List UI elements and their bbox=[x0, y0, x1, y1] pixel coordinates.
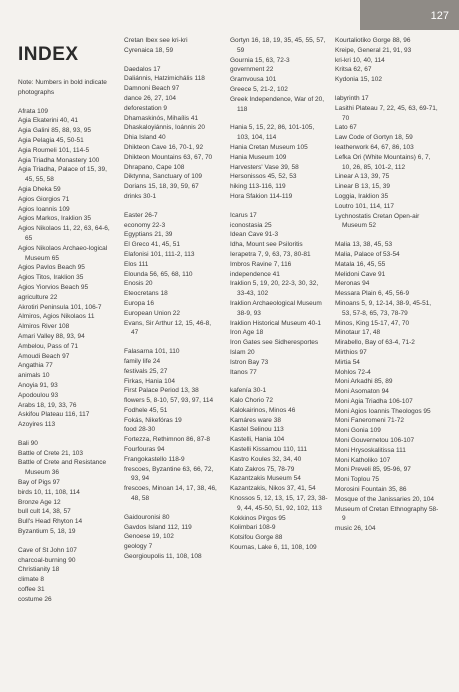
index-entry: dance 26, 27, 104 bbox=[124, 94, 177, 102]
index-entry: Hora Sfakion 114-119 bbox=[230, 192, 293, 200]
index-column-1 bbox=[18, 36, 110, 605]
index-entry: Cave of St John 107 bbox=[18, 546, 77, 554]
index-entry: Diktynna, Sanctuary of 109 bbox=[124, 173, 203, 181]
index-entry: costume 26 bbox=[18, 595, 52, 603]
index-entry: Agia Ekaterini 40, 41 bbox=[18, 117, 78, 125]
index-entry: deforestation 9 bbox=[124, 104, 168, 112]
index-entry: Moni Arkadhi 85, 89 bbox=[335, 378, 393, 386]
index-entry: Kalokairinos, Minos 46 bbox=[230, 406, 296, 414]
index-entry: Minos, King 15-17, 47, 70 bbox=[335, 319, 410, 327]
index-entry: Enosis 20 bbox=[124, 280, 153, 288]
index-entry: Loggia, Iraklion 35 bbox=[335, 192, 389, 200]
index-entry: Moni Preveli 85, 95-96, 97 bbox=[335, 466, 411, 474]
index-entry: Dorians 15, 18, 39, 59, 67 bbox=[124, 183, 199, 191]
index-entry: Agios Pavlos Beach 95 bbox=[18, 264, 85, 272]
index-entry: Gournia 15, 63, 72-3 bbox=[230, 56, 290, 64]
index-entry: Iron Age 18 bbox=[230, 329, 264, 337]
index-entry: Daedalos 17 bbox=[124, 65, 161, 73]
index-column-2 bbox=[124, 36, 218, 562]
index-entry: Egyptians 21, 39 bbox=[124, 231, 173, 239]
index-entry: Moni Hrysoskalitissa 111 bbox=[335, 446, 406, 454]
index-entry: Kalo Chorio 72 bbox=[230, 397, 273, 405]
index-entry: Messara Plain 6, 45, 56-9 bbox=[335, 290, 410, 298]
index-entry: Greece 5, 21-2, 102 bbox=[230, 85, 288, 93]
index-entry: Agios Giorgios 71 bbox=[18, 195, 70, 203]
index-entry: Minoans 5, 9, 12-14, 38-9, 45-51, 53, 57-8, 65, 73, 78-79 bbox=[335, 299, 432, 317]
page-header-band bbox=[360, 0, 459, 30]
index-entry: hiking 113-116, 119 bbox=[230, 183, 286, 191]
index-entry: Agia Triadha, Palace of 15, 39, 45, 55, 58 bbox=[18, 166, 107, 184]
index-entry: Lefka Ori (White Mountains) 6, 7, 10, 26, 85, 101-2, 112 bbox=[335, 153, 431, 171]
index-entry: Meronas 94 bbox=[335, 280, 370, 288]
index-entry: Moni Agios Ioannis Theologos 95 bbox=[335, 407, 431, 415]
index-entry: drinks 30-1 bbox=[124, 192, 157, 200]
index-entry: Europa 16 bbox=[124, 299, 154, 307]
index-entry: Agia Dheka 59 bbox=[18, 185, 61, 193]
index-entry: Genoese 19, 102 bbox=[124, 533, 174, 541]
index-entry: bull cult 14, 38, 57 bbox=[18, 508, 71, 516]
index-entry: Dhrapano, Cape 108 bbox=[124, 163, 185, 171]
index-entry: Mohlos 72-4 bbox=[335, 368, 371, 376]
index-entry: Elafonisi 101, 111-2, 113 bbox=[124, 250, 195, 258]
index-column-4 bbox=[335, 36, 439, 534]
index-entry: Hania Cretan Museum 105 bbox=[230, 143, 308, 151]
index-entry: independence 41 bbox=[230, 270, 280, 278]
index-entry: Christianity 18 bbox=[18, 566, 60, 574]
index-entry: Kotsifou Gorge 88 bbox=[230, 534, 283, 542]
index-entry: food 28-30 bbox=[124, 426, 156, 434]
index-entry: Linear A 13, 39, 75 bbox=[335, 173, 390, 181]
index-entry: Cretan Ibex see kri-kri bbox=[124, 37, 188, 44]
index-entry: Ambelou, Pass of 71 bbox=[18, 342, 78, 350]
index-entry: Kastelli Kissamou 110, 111 bbox=[230, 446, 307, 454]
index-entry: Bull's Head Rhyton 14 bbox=[18, 518, 83, 526]
index-entry: Elos 111 bbox=[124, 260, 149, 268]
index-entry: Battle of Crete and Resistance Museum 36 bbox=[18, 459, 107, 477]
index-entry: First Palace Period 13, 38 bbox=[124, 387, 199, 395]
index-entry: Kastel Selinou 113 bbox=[230, 426, 284, 434]
index-entry: Iraklion 5, 19, 20, 22-3, 30, 32, 33-43, 102 bbox=[230, 280, 319, 298]
index-letter-gap bbox=[335, 85, 439, 94]
index-entry: Easter 26-7 bbox=[124, 211, 158, 219]
index-entry: Iraklion Archaeological Museum 38-9, 93 bbox=[230, 299, 322, 317]
index-entry: Moni Agia Triadha 106-107 bbox=[335, 397, 413, 405]
index-entry: Kritsa 62, 67 bbox=[335, 66, 372, 74]
index-entry: animals 10 bbox=[18, 372, 50, 380]
index-entry: Afrata 109 bbox=[18, 107, 48, 115]
index-entry: frescoes, Byzantine 63, 66, 72, 93, 94 bbox=[124, 465, 214, 483]
index-letter-gap bbox=[230, 202, 328, 211]
index-entry: Mirabello, Bay of 63-4, 71-2 bbox=[335, 339, 415, 347]
index-entry: Agia Pelagia 45, 50-51 bbox=[18, 136, 84, 144]
index-entry: Icarus 17 bbox=[230, 211, 257, 219]
index-letter-gap bbox=[335, 231, 439, 240]
index-entry: economy 22-3 bbox=[124, 221, 166, 229]
index-entry: Georgioupolis 11, 108, 108 bbox=[124, 553, 202, 561]
index-entry: Idha, Mount see Psiloritis bbox=[230, 241, 303, 249]
index-entry: Malia, Palace of 53-54 bbox=[335, 250, 400, 258]
index-entry: Byzantium 5, 18, 19 bbox=[18, 528, 76, 536]
index-entries-4 bbox=[335, 36, 439, 534]
index-entry: Moni Toplou 75 bbox=[335, 476, 379, 484]
index-entry: Dhaskaloyiánnis, Ioánnis 20 bbox=[124, 124, 205, 132]
index-letter-gap bbox=[124, 56, 218, 65]
index-entry: Damnoni Beach 97 bbox=[124, 85, 180, 93]
page-number: 127 bbox=[430, 10, 449, 22]
index-entry: Anoyia 91, 93 bbox=[18, 381, 58, 389]
index-entry: Lychnostatis Cretan Open-air Museum 52 bbox=[335, 212, 420, 230]
index-entry: Agios Yiorvios Beach 95 bbox=[18, 283, 89, 291]
index-entry: labyrinth 17 bbox=[335, 94, 369, 102]
index-entry: flowers 5, 8-10, 57, 93, 97, 114 bbox=[124, 397, 214, 405]
index-entry: government 22 bbox=[230, 66, 274, 74]
index-entry: Iron Gates see Sidheresportes bbox=[230, 339, 319, 347]
index-entry: Kourtaliotiko Gorge 88, 96 bbox=[335, 37, 411, 44]
index-entry: Agia Galini 85, 88, 93, 95 bbox=[18, 127, 91, 135]
index-entry: Firkas, Hania 104 bbox=[124, 377, 175, 385]
index-entries-2 bbox=[124, 36, 218, 562]
index-entry: Kokkinos Pirgos 95 bbox=[230, 514, 286, 522]
index-entry: Battle of Crete 21, 103 bbox=[18, 449, 84, 457]
index-entry: Kastelli, Hania 104 bbox=[230, 436, 285, 444]
index-entries-3 bbox=[230, 36, 328, 553]
index-entry: Kamáres ware 38 bbox=[230, 416, 281, 424]
index-entry: Cyrenaica 18, 59 bbox=[124, 46, 174, 54]
index-entry: Moni Faneromeni 71-72 bbox=[335, 417, 405, 425]
index-entry: family life 24 bbox=[124, 357, 161, 365]
index-entry: Iraklion Historical Museum 40-1 bbox=[230, 319, 322, 327]
index-entry: charcoal-burning 90 bbox=[18, 556, 76, 564]
index-note: Note: Numbers in bold indicate photographs bbox=[18, 79, 107, 96]
index-entry: Imbros Ravine 7, 116 bbox=[230, 260, 292, 268]
index-entry: Hania 5, 15, 22, 86, 101-105, 103, 104, 114 bbox=[230, 124, 315, 142]
index-letter-gap bbox=[124, 202, 218, 211]
index-entry: Kreipe, General 21, 91, 93 bbox=[335, 46, 412, 54]
index-entry: Dhamaskinós, Mihaílis 41 bbox=[124, 114, 199, 122]
index-entry: Agios Nikolaos Archaeo-logical Museum 65 bbox=[18, 244, 108, 262]
index-entry: Morosini Fountain 35, 86 bbox=[335, 486, 407, 494]
index-entry: Harvesters' Vase 39, 58 bbox=[230, 163, 299, 171]
index-entry: Azoyires 113 bbox=[18, 421, 56, 429]
index-entry: Lato 67 bbox=[335, 124, 357, 132]
index-entry: Hersonissos 45, 52, 53 bbox=[230, 173, 297, 181]
index-entry: Apodoulou 93 bbox=[18, 391, 59, 399]
index-entry: birds 10, 11, 108, 114 bbox=[18, 488, 80, 496]
index-entry: leatherwork 64, 67, 86, 103 bbox=[335, 143, 414, 151]
index-entry: Agios Markos, Iraklion 35 bbox=[18, 215, 91, 223]
index-entry: Agios Nikolaos 11, 22, 63, 64-6, 65 bbox=[18, 225, 110, 242]
index-letter-gap bbox=[230, 114, 328, 123]
index-letter-gap bbox=[124, 338, 218, 347]
index-entry: Knossos 5, 12, 13, 15, 17, 23, 38-9, 44, 45-50, 51, 92, 102, 113 bbox=[230, 495, 328, 512]
index-entry: Almiros, Agios Nikolaos 11 bbox=[18, 313, 95, 321]
index-entry: Ierapetra 7, 9, 63, 73, 80-81 bbox=[230, 250, 311, 258]
index-entry: music 26, 104 bbox=[335, 525, 376, 533]
index-entry: Eteocretans 18 bbox=[124, 290, 168, 298]
index-entry: Amoudi Beach 97 bbox=[18, 352, 70, 360]
index-entry: festivals 25, 27 bbox=[124, 367, 168, 375]
index-entry: Agios Ioannis 109 bbox=[18, 205, 70, 213]
index-letter-gap bbox=[18, 537, 110, 546]
index-entry: Dhikteon Cave 16, 70-1, 92 bbox=[124, 143, 204, 151]
index-entry: Fourfouras 94 bbox=[124, 446, 165, 454]
index-entry: Kazantzakis Museum 54 bbox=[230, 475, 301, 483]
index-entry: El Greco 41, 45, 51 bbox=[124, 241, 181, 249]
index-entry: Fodhele 45, 51 bbox=[124, 406, 168, 414]
index-entry: Minotaur 17, 48 bbox=[335, 329, 381, 337]
index-entry: Malia 13, 38, 45, 53 bbox=[335, 241, 393, 249]
index-column-3 bbox=[230, 36, 328, 553]
index-entry: Evans, Sir Arthur 12, 15, 46-8, 47 bbox=[124, 319, 212, 337]
index-entry: Istron Bay 73 bbox=[230, 358, 269, 366]
index-entry: Gortyn 16, 18, 19, 35, 45, 55, 57, 59 bbox=[230, 37, 326, 54]
index-letter-gap bbox=[18, 430, 110, 439]
index-entry: Bay of Pigs 97 bbox=[18, 479, 60, 487]
index-entry: Itanos 77 bbox=[230, 368, 257, 376]
index-entry: Kydonia 15, 102 bbox=[335, 76, 382, 84]
index-entry: Fortezza, Rethimnon 86, 87-8 bbox=[124, 436, 210, 444]
index-entry: Gaidouronisi 80 bbox=[124, 513, 170, 521]
index-entry: Greek Independence, War of 20, 118 bbox=[230, 95, 325, 113]
index-entry: Fokás, Nikefóras 19 bbox=[124, 416, 182, 424]
index-entry: Kastro Koules 32, 34, 40 bbox=[230, 455, 302, 463]
index-entry: agriculture 22 bbox=[18, 293, 58, 301]
index-entry: Linear B 13, 15, 39 bbox=[335, 183, 390, 191]
index-entry: Agia Roumeli 101, 114-5 bbox=[18, 146, 90, 154]
index-entry: European Union 22 bbox=[124, 309, 181, 317]
index-entry: Moni Gouvernetou 106-107 bbox=[335, 437, 415, 445]
index-entry: Falasarna 101, 110 bbox=[124, 348, 180, 356]
index-entry: Gavdos Island 112, 119 bbox=[124, 523, 192, 531]
index-letter-gap bbox=[124, 504, 218, 513]
index-entry: Moni Katholiko 107 bbox=[335, 456, 391, 464]
index-entry: Kazantzakis, Nikos 37, 41, 54 bbox=[230, 485, 316, 493]
index-letter-gap bbox=[230, 377, 328, 386]
index-entry: Almiros River 108 bbox=[18, 323, 70, 331]
index-entry: Dhia Island 40 bbox=[124, 134, 166, 142]
index-entry: Askifou Plateau 116, 117 bbox=[18, 411, 90, 419]
index-entry: Amari Valley 88, 93, 94 bbox=[18, 332, 85, 340]
index-entry: Elounda 56, 65, 68, 110 bbox=[124, 270, 193, 278]
index-entry: Museum of Cretan Ethnography 58-9 bbox=[335, 505, 439, 523]
index-entry: Lasithi Plateau 7, 22, 45, 63, 69-71, 70 bbox=[335, 104, 438, 122]
index-entry: Agia Triadha Monastery 100 bbox=[18, 156, 100, 164]
index-entry: Mosque of the Janissaries 20, 104 bbox=[335, 495, 435, 503]
index-entry: Bronze Age 12 bbox=[18, 498, 61, 506]
index-entry: Moni Gonia 109 bbox=[335, 427, 381, 435]
index-entry: Matala 16, 45, 55 bbox=[335, 260, 386, 268]
index-entry: Daliánnis, Hatzimichális 118 bbox=[124, 75, 205, 83]
index-entry: Akrotiri Peninsula 101, 106-7 bbox=[18, 303, 102, 311]
index-entry: Mirtia 54 bbox=[335, 358, 360, 366]
index-entry: Arabs 18, 19, 33, 76 bbox=[18, 401, 77, 409]
index-entry: frescoes, Minoan 14, 17, 38, 46, 48, 58 bbox=[124, 485, 217, 503]
index-entry: Idean Cave 91-3 bbox=[230, 231, 279, 239]
index-entry: Mirthios 97 bbox=[335, 348, 367, 356]
index-entry: kafenía 30-1 bbox=[230, 387, 267, 395]
index-entry: Angathia 77 bbox=[18, 362, 53, 370]
index-entry: Gramvousa 101 bbox=[230, 76, 277, 84]
index-entry: Frangokastello 118-9 bbox=[124, 455, 185, 463]
index-entry: Loutro 101, 114, 117 bbox=[335, 202, 395, 210]
index-entry: Bali 90 bbox=[18, 439, 38, 447]
index-entry: Moni Asomaton 94 bbox=[335, 388, 389, 396]
page-title: INDEX bbox=[18, 44, 79, 65]
index-entry: climate 8 bbox=[18, 576, 45, 584]
index-entry: Agios Titos, Iraklion 35 bbox=[18, 274, 84, 282]
index-entry: Kolimbari 108-9 bbox=[230, 524, 276, 532]
index-entry: Melidoni Cave 91 bbox=[335, 270, 386, 278]
index-entry: Islam 20 bbox=[230, 348, 255, 356]
index-entry: Kournas, Lake 6, 11, 108, 109 bbox=[230, 544, 317, 552]
index-entry: Hania Museum 109 bbox=[230, 153, 287, 161]
index-entry: geology 7 bbox=[124, 543, 153, 551]
index-entry: Dhikteon Mountains 63, 67, 70 bbox=[124, 153, 213, 161]
index-entry: coffee 31 bbox=[18, 586, 45, 594]
index-entry: Law Code of Gortyn 18, 59 bbox=[335, 134, 413, 142]
index-entry: Kato Zakros 75, 78-79 bbox=[230, 465, 295, 473]
index-entry: kri-kri 10, 40, 114 bbox=[335, 56, 385, 64]
index-entry: iconostasia 25 bbox=[230, 221, 272, 229]
index-entries-1 bbox=[18, 107, 110, 605]
